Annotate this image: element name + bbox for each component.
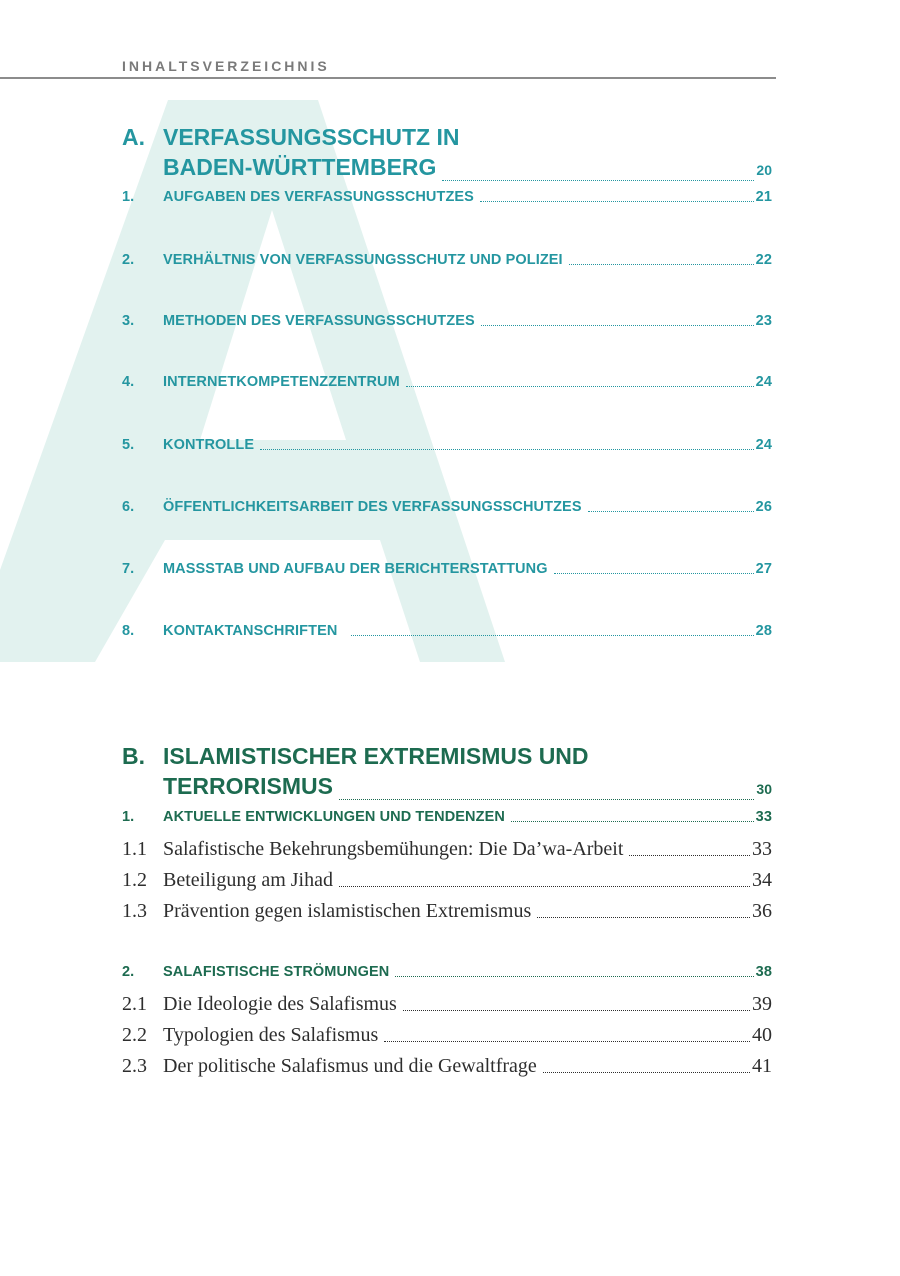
entry-number: 2.1 xyxy=(122,993,147,1015)
dot-leader xyxy=(569,264,754,265)
toc-entry[interactable] xyxy=(122,374,772,396)
dot-leader xyxy=(629,855,750,856)
entry-title: Typologien des Salafismus xyxy=(163,1024,379,1046)
entry-title: Salafistische Bekehrungsbemühungen: Die Da’wa-Arbeit xyxy=(163,838,624,860)
dot-leader xyxy=(588,511,754,512)
entry-number: 4. xyxy=(122,374,135,390)
entry-number: 2. xyxy=(122,252,135,268)
dot-leader xyxy=(537,917,750,918)
entry-page: 33 xyxy=(755,809,772,825)
toc-entry[interactable] xyxy=(122,437,772,459)
section-a-title-line1: VERFASSUNGSSCHUTZ IN xyxy=(163,124,460,150)
dot-leader xyxy=(480,201,754,202)
entry-title: SALAFISTISCHE STRÖMUNGEN xyxy=(163,964,390,980)
section-a-letter: A. xyxy=(122,124,145,150)
section-a-page: 20 xyxy=(756,162,772,178)
dot-leader xyxy=(339,799,754,800)
toc-subentry[interactable] xyxy=(122,900,772,922)
dot-leader xyxy=(554,573,754,574)
toc-entry[interactable] xyxy=(122,499,772,521)
entry-page: 39 xyxy=(752,993,772,1015)
entry-number: 2. xyxy=(122,964,135,980)
entry-page: 27 xyxy=(755,561,772,577)
entry-title: KONTAKTANSCHRIFTEN xyxy=(163,623,338,639)
entry-page: 34 xyxy=(752,869,772,891)
dot-leader xyxy=(481,325,754,326)
entry-title: METHODEN DES VERFASSUNGSSCHUTZES xyxy=(163,313,475,329)
page-header-title: INHALTSVERZEICHNIS xyxy=(122,58,330,74)
entry-title: VERHÄLTNIS VON VERFASSUNGSSCHUTZ UND POLIZEI xyxy=(163,252,563,268)
header-divider xyxy=(0,77,776,79)
toc-entry[interactable] xyxy=(122,964,772,986)
entry-title: Die Ideologie des Salafismus xyxy=(163,993,397,1015)
entry-page: 28 xyxy=(755,623,772,639)
entry-title: Prävention gegen islamistischen Extremismus xyxy=(163,900,532,922)
entry-title: INTERNETKOMPETENZZENTRUM xyxy=(163,374,400,390)
entry-number: 6. xyxy=(122,499,135,515)
dot-leader xyxy=(403,1010,750,1011)
entry-number: 1.2 xyxy=(122,869,147,891)
section-b-title-line1: ISLAMISTISCHER EXTREMISMUS UND xyxy=(163,743,589,769)
entry-page: 21 xyxy=(755,189,772,205)
entry-page: 38 xyxy=(755,964,772,980)
entry-page: 24 xyxy=(755,374,772,390)
toc-entry[interactable] xyxy=(122,313,772,335)
dot-leader xyxy=(384,1041,750,1042)
dot-leader xyxy=(543,1072,750,1073)
entry-title: MASSSTAB UND AUFBAU DER BERICHTERSTATTUNG xyxy=(163,561,548,577)
section-a-title-line2: BADEN-WÜRTTEMBERG xyxy=(163,154,437,180)
entry-page: 26 xyxy=(755,499,772,515)
toc-entry[interactable] xyxy=(122,809,772,831)
entry-page: 33 xyxy=(752,838,772,860)
dot-leader xyxy=(406,386,754,387)
section-b-title-line2: TERRORISMUS xyxy=(163,773,333,799)
entry-page: 24 xyxy=(755,437,772,453)
section-b-page: 30 xyxy=(756,781,772,797)
toc-entry[interactable] xyxy=(122,189,772,211)
toc-subentry[interactable] xyxy=(122,993,772,1015)
dot-leader xyxy=(260,449,754,450)
dot-leader xyxy=(339,886,750,887)
toc-entry[interactable] xyxy=(122,623,772,645)
entry-page: 36 xyxy=(752,900,772,922)
entry-page: 23 xyxy=(755,313,772,329)
dot-leader xyxy=(395,976,753,977)
toc-subentry[interactable] xyxy=(122,869,772,891)
entry-title: AUFGABEN DES VERFASSUNGSSCHUTZES xyxy=(163,189,474,205)
toc-entry[interactable] xyxy=(122,252,772,274)
section-b-letter: B. xyxy=(122,743,145,769)
entry-title: KONTROLLE xyxy=(163,437,255,453)
entry-page: 41 xyxy=(752,1055,772,1077)
entry-number: 1.3 xyxy=(122,900,147,922)
toc-subentry[interactable] xyxy=(122,1055,772,1077)
entry-number: 1. xyxy=(122,189,135,205)
entry-title: Beteiligung am Jihad xyxy=(163,869,333,891)
entry-number: 2.2 xyxy=(122,1024,147,1046)
entry-number: 8. xyxy=(122,623,135,639)
entry-number: 7. xyxy=(122,561,135,577)
entry-number: 1.1 xyxy=(122,838,147,860)
toc-subentry[interactable] xyxy=(122,838,772,860)
entry-page: 22 xyxy=(755,252,772,268)
entry-number: 5. xyxy=(122,437,135,453)
toc-entry[interactable] xyxy=(122,561,772,583)
dot-leader xyxy=(351,635,753,636)
dot-leader xyxy=(442,180,754,181)
entry-number: 3. xyxy=(122,313,135,329)
entry-number: 2.3 xyxy=(122,1055,147,1077)
entry-title: AKTUELLE ENTWICKLUNGEN UND TENDENZEN xyxy=(163,809,505,825)
entry-title: ÖFFENTLICHKEITSARBEIT DES VERFASSUNGSSCHUTZES xyxy=(163,499,582,515)
entry-title: Der politische Salafismus und die Gewaltfrage xyxy=(163,1055,537,1077)
entry-page: 40 xyxy=(752,1024,772,1046)
toc-subentry[interactable] xyxy=(122,1024,772,1046)
entry-number: 1. xyxy=(122,809,135,825)
dot-leader xyxy=(511,821,754,822)
